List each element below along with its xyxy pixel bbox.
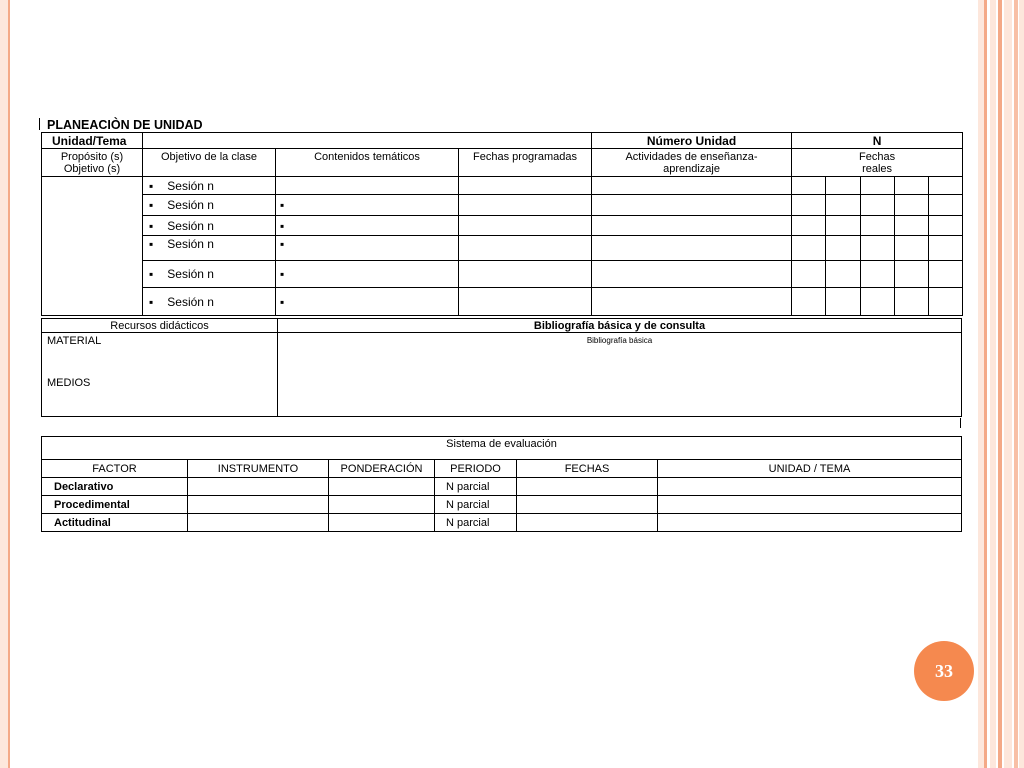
contenido-cell: ▪ [276,195,459,216]
session-cell: ▪ Sesión n [143,177,276,195]
contenido-cell [276,177,459,195]
recursos-header: Recursos didácticos [42,319,278,333]
material-label: MATERIAL [47,335,102,347]
bibliografia-basica-label: Bibliografía básica [586,336,653,345]
table-row [42,478,962,496]
session-cell: ▪ Sesión n [143,261,276,288]
bibliografia-header: Bibliografía básica y de consulta [278,319,962,333]
col-fechas-reales: Fechas reales [792,149,963,177]
factor-cell: Actitudinal [42,514,188,532]
planning-table [41,132,963,316]
contenido-cell: ▪ [276,236,459,261]
recursos-cell [42,333,278,417]
col-proposito: Propósito (s) Objetivo (s) [42,149,143,177]
header-instrumento: INSTRUMENTO [188,460,329,478]
periodo-cell: N parcial [435,496,517,514]
header-factor: FACTOR [42,460,188,478]
session-cell: ▪ Sesión n [143,288,276,316]
numero-unidad-label: Número Unidad [592,133,792,149]
table-row [42,496,962,514]
medios-label: MEDIOS [47,377,91,389]
numero-unidad-value: N [792,133,963,149]
contenido-cell: ▪ [276,216,459,236]
periodo-cell: N parcial [435,478,517,496]
proposito-cell [42,177,143,316]
contenido-cell: ▪ [276,261,459,288]
table-row [42,514,962,532]
factor-cell: Procedimental [42,496,188,514]
col-objetivo-clase: Objetivo de la clase [143,149,276,177]
col-actividades: Actividades de enseñanza- aprendizaje [592,149,792,177]
page-number-badge: 33 [914,641,974,701]
header-unidad-tema: UNIDAD / TEMA [658,460,962,478]
unidad-tema-value [143,133,592,149]
header-periodo: PERIODO [435,460,517,478]
resources-bracket [960,418,964,428]
session-cell: ▪ Sesión n [143,195,276,216]
session-cell: ▪ Sesión n [143,236,276,261]
evaluation-table [41,436,962,532]
page-title: PLANEACIÒN DE UNIDAD [47,118,203,132]
right-decorative-border [976,0,1024,768]
header-fechas: FECHAS [517,460,658,478]
periodo-cell: N parcial [435,514,517,532]
evaluation-title: Sistema de evaluación [42,437,962,460]
resources-table [41,318,962,417]
factor-cell: Declarativo [42,478,188,496]
col-contenidos: Contenidos temáticos [276,149,459,177]
left-decorative-border [0,0,10,768]
session-cell: ▪ Sesión n [143,216,276,236]
header-ponderacion: PONDERACIÓN [329,460,435,478]
title-bracket [39,118,42,130]
bibliografia-cell [278,333,962,417]
col-fechas-programadas: Fechas programadas [459,149,592,177]
unidad-tema-label: Unidad/Tema [42,133,143,149]
contenido-cell: ▪ [276,288,459,316]
